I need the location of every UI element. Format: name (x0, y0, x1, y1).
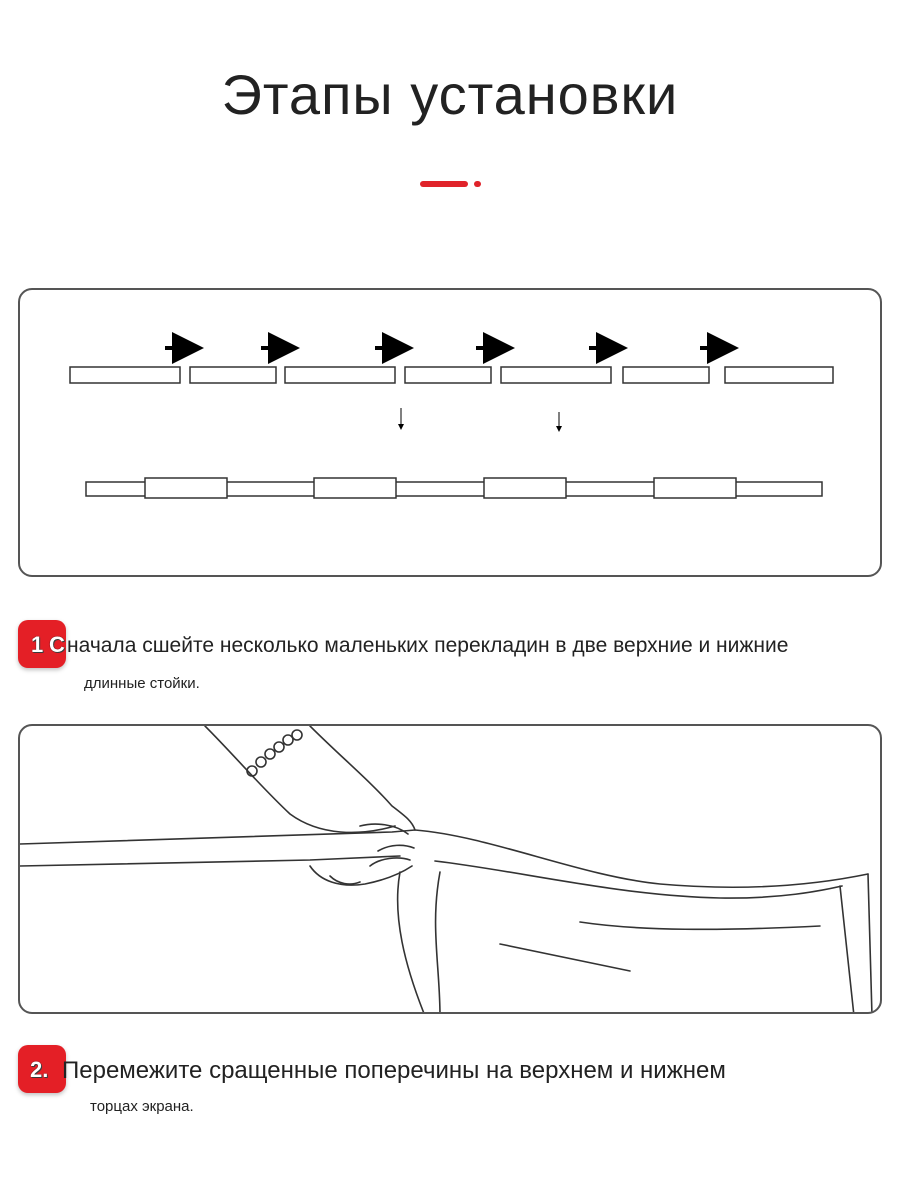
short-bar (501, 367, 611, 383)
fabric-crease (580, 922, 820, 929)
short-bar (285, 367, 395, 383)
bar-joining-svg (20, 290, 882, 577)
fabric-drape-2 (436, 872, 440, 1014)
bead (265, 749, 275, 759)
step-1-text: начала сшейте несколько маленьких перекладин в две верхние и нижние (67, 634, 789, 657)
page-title: Этапы установки (221, 63, 679, 126)
short-bar (70, 367, 180, 383)
short-bar (405, 367, 491, 383)
lower-finger-3 (378, 845, 414, 851)
short-bar (725, 367, 833, 383)
bead (292, 730, 302, 740)
step-2-number: 2. (30, 1057, 49, 1082)
short-bars-row (70, 367, 833, 383)
rod-connector (314, 478, 396, 498)
assembled-rod (86, 478, 822, 498)
short-bar (190, 367, 276, 383)
fabric-crease-2 (500, 944, 630, 971)
rod-connector (654, 478, 736, 498)
hands-threading-rod-illustration (18, 724, 882, 1014)
threading-svg (20, 726, 882, 1014)
step-1-first-letter: С (49, 632, 65, 657)
lower-hand (310, 866, 412, 885)
down-arrows (401, 408, 559, 430)
fabric-drape (398, 872, 425, 1014)
rod-line-lower (20, 856, 400, 866)
rod-connector (484, 478, 566, 498)
bead (274, 742, 284, 752)
short-bar (623, 367, 709, 383)
fabric-right-edge (868, 874, 872, 1014)
bead (256, 757, 266, 767)
wrist-outline-2 (310, 726, 415, 830)
rod-connector (145, 478, 227, 498)
fabric-fold (435, 861, 842, 898)
title-accent-dot (474, 181, 481, 187)
step-1-number: 1 (31, 632, 44, 657)
bar-joining-diagram (18, 288, 882, 577)
fabric-inner-edge (840, 886, 854, 1014)
title-accent-line (420, 181, 468, 187)
fabric-top-edge (415, 830, 868, 887)
step-2-subtext: торцах экрана. (90, 1098, 194, 1115)
step-2-text: Перемежите сращенные поперечины на верхнем и нижнем (62, 1057, 726, 1084)
lower-finger-2 (370, 858, 410, 866)
step-1-subtext: длинные стойки. (84, 675, 200, 692)
